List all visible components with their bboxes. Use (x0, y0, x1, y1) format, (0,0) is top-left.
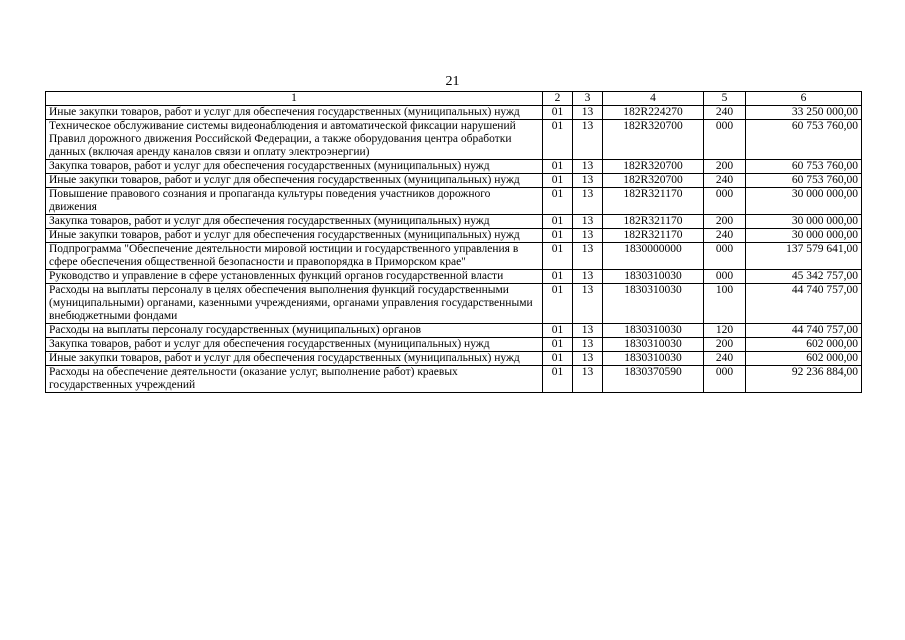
row-expense-type: 240 (704, 174, 746, 188)
row-target-code: 182R320700 (603, 174, 704, 188)
table-row (46, 215, 862, 229)
row-expense-type: 000 (704, 188, 746, 215)
row-code-2: 01 (543, 120, 573, 160)
table-row (46, 106, 862, 120)
row-code-3: 13 (573, 366, 603, 393)
row-amount: 60 753 760,00 (746, 120, 862, 160)
table-row (46, 160, 862, 174)
table-row (46, 324, 862, 338)
row-expense-type: 000 (704, 120, 746, 160)
row-code-3: 13 (573, 215, 603, 229)
column-header: 5 (704, 92, 746, 106)
row-code-2: 01 (543, 160, 573, 174)
row-code-3: 13 (573, 324, 603, 338)
table-row (46, 338, 862, 352)
row-amount: 60 753 760,00 (746, 160, 862, 174)
row-amount: 30 000 000,00 (746, 215, 862, 229)
row-target-code: 1830310030 (603, 352, 704, 366)
row-target-code: 1830310030 (603, 270, 704, 284)
row-amount: 60 753 760,00 (746, 174, 862, 188)
row-name: Расходы на выплаты персоналу в целях обеспечения выполнения функций государственными (муниципальными) органами, казенными учреждениями, органами управления государственными внебюджетными фондами (46, 284, 543, 324)
row-code-3: 13 (573, 229, 603, 243)
column-header: 4 (603, 92, 704, 106)
row-code-3: 13 (573, 120, 603, 160)
table-row (46, 188, 862, 215)
row-name: Закупка товаров, работ и услуг для обеспечения государственных (муниципальных) нужд (46, 215, 543, 229)
row-code-2: 01 (543, 338, 573, 352)
row-code-3: 13 (573, 352, 603, 366)
row-target-code: 182R320700 (603, 160, 704, 174)
column-header: 2 (543, 92, 573, 106)
row-code-3: 13 (573, 284, 603, 324)
column-header: 1 (46, 92, 543, 106)
row-amount: 44 740 757,00 (746, 324, 862, 338)
row-code-2: 01 (543, 174, 573, 188)
row-name: Руководство и управление в сфере установленных функций органов государственной власти (46, 270, 543, 284)
table-row (46, 352, 862, 366)
table-row (46, 270, 862, 284)
row-amount: 602 000,00 (746, 338, 862, 352)
row-code-2: 01 (543, 106, 573, 120)
row-name: Расходы на выплаты персоналу государственных (муниципальных) органов (46, 324, 543, 338)
row-target-code: 182R321170 (603, 188, 704, 215)
row-name: Иные закупки товаров, работ и услуг для обеспечения государственных (муниципальных) нужд (46, 106, 543, 120)
row-code-3: 13 (573, 338, 603, 352)
row-name: Техническое обслуживание системы видеонаблюдения и автоматической фиксации нарушений Правил дорожного движения Российской Федерации, а также оборудования центра обработки данных (включая аренду каналов связи и оплату электроэнергии) (46, 120, 543, 160)
row-amount: 30 000 000,00 (746, 188, 862, 215)
row-name: Иные закупки товаров, работ и услуг для обеспечения государственных (муниципальных) нужд (46, 174, 543, 188)
table-row (46, 243, 862, 270)
row-code-2: 01 (543, 366, 573, 393)
row-amount: 44 740 757,00 (746, 284, 862, 324)
row-expense-type: 200 (704, 215, 746, 229)
row-code-3: 13 (573, 174, 603, 188)
row-name: Расходы на обеспечение деятельности (оказание услуг, выполнение работ) краевых государственных учреждений (46, 366, 543, 393)
row-expense-type: 240 (704, 352, 746, 366)
row-name: Закупка товаров, работ и услуг для обеспечения государственных (муниципальных) нужд (46, 338, 543, 352)
page-number: 21 (445, 74, 460, 89)
row-code-2: 01 (543, 243, 573, 270)
row-name: Подпрограмма "Обеспечение деятельности мировой юстиции и государственного управления в сфере обеспечения общественной безопасности и правопорядка в Приморском крае" (46, 243, 543, 270)
budget-table (45, 91, 862, 393)
row-target-code: 1830310030 (603, 324, 704, 338)
row-expense-type: 240 (704, 106, 746, 120)
row-target-code: 182R320700 (603, 120, 704, 160)
row-name: Иные закупки товаров, работ и услуг для обеспечения государственных (муниципальных) нужд (46, 352, 543, 366)
row-code-2: 01 (543, 284, 573, 324)
row-amount: 33 250 000,00 (746, 106, 862, 120)
column-header: 3 (573, 92, 603, 106)
row-expense-type: 240 (704, 229, 746, 243)
row-expense-type: 200 (704, 160, 746, 174)
row-target-code: 182R224270 (603, 106, 704, 120)
row-code-3: 13 (573, 188, 603, 215)
column-header: 6 (746, 92, 862, 106)
row-amount: 30 000 000,00 (746, 229, 862, 243)
row-amount: 92 236 884,00 (746, 366, 862, 393)
table-row (46, 174, 862, 188)
row-code-3: 13 (573, 270, 603, 284)
table-row (46, 284, 862, 324)
row-expense-type: 200 (704, 338, 746, 352)
row-name: Повышение правового сознания и пропаганда культуры поведения участников дорожного движения (46, 188, 543, 215)
row-amount: 602 000,00 (746, 352, 862, 366)
row-target-code: 1830370590 (603, 366, 704, 393)
row-code-3: 13 (573, 243, 603, 270)
header-row (46, 92, 862, 106)
row-code-2: 01 (543, 270, 573, 284)
row-code-2: 01 (543, 229, 573, 243)
row-name: Закупка товаров, работ и услуг для обеспечения государственных (муниципальных) нужд (46, 160, 543, 174)
row-expense-type: 000 (704, 270, 746, 284)
row-code-2: 01 (543, 188, 573, 215)
row-target-code: 1830000000 (603, 243, 704, 270)
row-target-code: 182R321170 (603, 229, 704, 243)
table-row (46, 366, 862, 393)
row-expense-type: 000 (704, 366, 746, 393)
table-row (46, 120, 862, 160)
row-code-2: 01 (543, 324, 573, 338)
row-code-2: 01 (543, 215, 573, 229)
row-code-3: 13 (573, 106, 603, 120)
row-target-code: 1830310030 (603, 338, 704, 352)
row-amount: 45 342 757,00 (746, 270, 862, 284)
row-target-code: 1830310030 (603, 284, 704, 324)
row-expense-type: 100 (704, 284, 746, 324)
table-row (46, 229, 862, 243)
row-amount: 137 579 641,00 (746, 243, 862, 270)
row-code-2: 01 (543, 352, 573, 366)
row-code-3: 13 (573, 160, 603, 174)
row-name: Иные закупки товаров, работ и услуг для обеспечения государственных (муниципальных) нужд (46, 229, 543, 243)
row-target-code: 182R321170 (603, 215, 704, 229)
row-expense-type: 120 (704, 324, 746, 338)
row-expense-type: 000 (704, 243, 746, 270)
